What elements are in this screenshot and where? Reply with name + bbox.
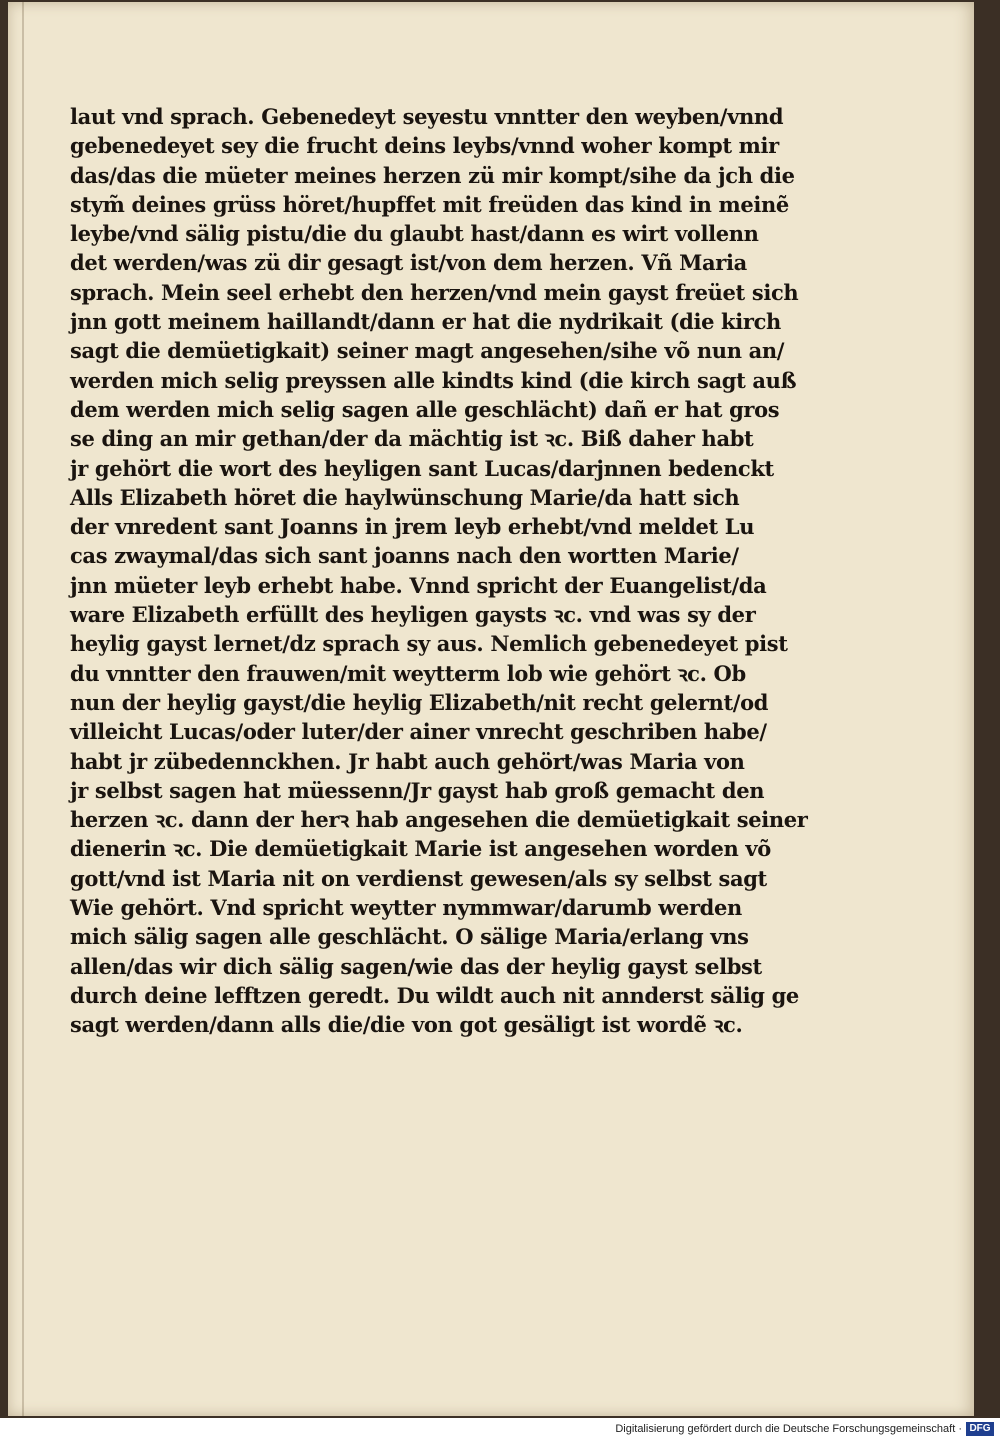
text-line: heylig gayst lernet/dz sprach sy aus. Nemlich gebenedeyet pist <box>70 631 788 657</box>
text-block <box>70 102 808 1040</box>
footer-bar <box>0 1418 1000 1440</box>
text-line: Alls Elizabeth höret die haylwünschung Marie/da hatt sich <box>70 484 740 510</box>
text-line: leybe/vnd sälig pistu/die du glaubt hast/dann es wirt vollenn <box>70 221 759 247</box>
book-page <box>8 2 974 1416</box>
text-line: se ding an mir gethan/der da mächtig ist ꝛc. Biß daher habt <box>70 426 754 452</box>
text-line: ware Elizabeth erfüllt des heyligen gaysts ꝛc. vnd was sy der <box>70 602 756 628</box>
text-line: jr gehört die wort des heyligen sant Lucas/darjnnen bedenckt <box>70 455 774 481</box>
dfg-credit-text: Digitalisierung gefördert durch die Deutsche Forschungsgemeinschaft · <box>615 1423 962 1435</box>
text-line: du vnntter den frauwen/mit weytterm lob wie gehört ꝛc. Ob <box>70 660 746 686</box>
text-line: das/das die müeter meines herzen zü mir kompt/sihe da jch die <box>70 162 795 188</box>
text-line: werden mich selig preyssen alle kindts kind (die kirch sagt auß <box>70 367 797 393</box>
text-line: laut vnd sprach. Gebenedeyt seyestu vnntter den weyben/vnnd <box>70 104 784 129</box>
dfg-logo-icon: DFG <box>966 1422 994 1436</box>
text-line: sprach. Mein seel erhebt den herzen/vnd mein gayst freüet sich <box>70 279 799 305</box>
text-line: jnn gott meinem haillandt/dann er hat die nydrikait (die kirch <box>70 309 781 335</box>
text-line: villeicht Lucas/oder luter/der ainer vnrecht geschriben habe/ <box>70 719 767 745</box>
page-gutter <box>22 2 24 1416</box>
text-line: sagt werden/dann alls die/die von got gesäligt ist wordẽ ꝛc. <box>70 1012 743 1038</box>
text-line: durch deine lefftzen geredt. Du wildt auch nit annderst sälig ge <box>70 982 799 1008</box>
text-line: dienerin ꝛc. Die demüetigkait Marie ist angesehen worden võ <box>70 836 771 862</box>
text-line: dem werden mich selig sagen alle geschlächt) dañ er hat gros <box>70 396 780 422</box>
text-line: mich sälig sagen alle geschlächt. O sälige Maria/erlang vns <box>70 924 749 950</box>
text-line: gebenedeyet sey die frucht deins leybs/vnnd woher kompt mir <box>70 133 779 159</box>
text-line: gott/vnd ist Maria nit on verdienst gewesen/als sy selbst sagt <box>70 865 767 891</box>
text-line: habt jr zübedennckhen. Jr habt auch gehört/was Maria von <box>70 748 745 774</box>
text-line: allen/das wir dich sälig sagen/wie das der heylig gayst selbst <box>70 953 762 979</box>
text-line: der vnredent sant Joanns in jrem leyb erhebt/vnd meldet Lu <box>70 514 755 540</box>
text-line: jnn müeter leyb erhebt habe. Vnnd spricht der Euangelist/da <box>70 572 767 598</box>
text-line: sagt die demüetigkait) seiner magt angesehen/sihe võ nun an/ <box>70 338 785 364</box>
text-line: nun der heylig gayst/die heylig Elizabeth/nit recht gelernt/od <box>70 689 769 715</box>
text-line: Wie gehört. Vnd spricht weytter nymmwar/darumb werden <box>70 895 742 921</box>
text-line: jr selbst sagen hat müessenn/Jr gayst hab groß gemacht den <box>70 777 765 803</box>
text-line: stym̃ deines grüss höret/hupffet mit freüden das kind in meinẽ <box>70 191 789 217</box>
text-line: det werden/was zü dir gesagt ist/von dem herzen. Vñ Maria <box>70 250 747 276</box>
text-line: cas zwaymal/das sich sant joanns nach den wortten Marie/ <box>70 543 739 569</box>
text-line: herzen ꝛc. dann der herꝛ hab angesehen die demüetigkait seiner <box>70 807 808 833</box>
